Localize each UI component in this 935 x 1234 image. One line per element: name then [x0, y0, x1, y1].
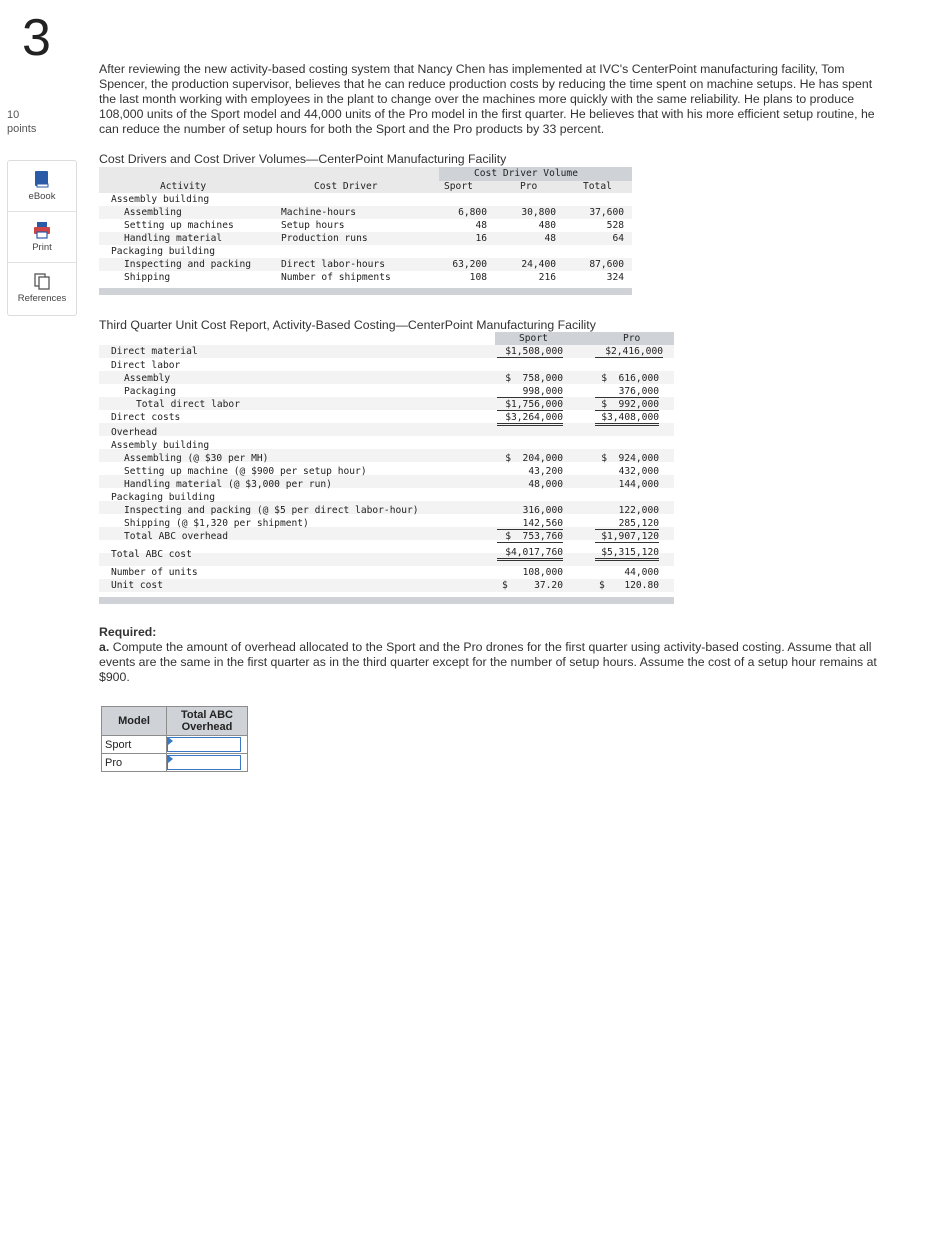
sport-total-direct-labor: $1,756,000: [497, 399, 563, 411]
sport-shipping: 142,560: [497, 518, 563, 530]
pro-total-direct-labor: $ 992,000: [595, 399, 659, 411]
label-number-of-units: Number of units: [111, 567, 198, 578]
row-pro: 30,800: [521, 207, 556, 218]
row-total: 324: [606, 272, 624, 283]
label-overhead: Overhead: [111, 427, 158, 438]
col-pro-header: Pro: [623, 333, 641, 344]
section-packaging: Packaging building: [111, 246, 215, 257]
input-marker-icon: [168, 755, 173, 763]
sport-assembly: $ 758,000: [505, 373, 563, 384]
pro-shipping: 285,120: [595, 518, 659, 530]
label-total-direct-labor: Total direct labor: [136, 399, 240, 410]
sport-assembling: $ 204,000: [505, 453, 563, 464]
label-handling: Handling material (@ $3,000 per run): [124, 479, 332, 490]
required-text: Compute the amount of overhead allocated to the Sport and the Pro drones for the first quarter using activity-based costing. Assume that all events are the same in the first quarter as in the third quarter except for the number of setup hours. Assume the cost of a setup hour remains at $900.: [99, 640, 877, 684]
label-total-abc-cost: Total ABC cost: [111, 549, 192, 560]
table2-title: Third Quarter Unit Cost Report, Activity-Based Costing—CenterPoint Manufacturing Facility: [99, 318, 596, 332]
references-icon: [33, 272, 51, 290]
input-marker-icon: [168, 737, 173, 745]
row-total: 37,600: [589, 207, 624, 218]
model-cell: Pro: [102, 754, 167, 772]
pro-handling: 144,000: [618, 479, 659, 490]
header-driver: Cost Driver: [314, 181, 378, 192]
row-sport: 6,800: [458, 207, 487, 218]
cost-driver-table: [99, 167, 632, 295]
row-sport: 16: [475, 233, 487, 244]
sport-unit-cost-sign: $: [502, 580, 508, 591]
row-pro: 216: [538, 272, 556, 283]
header-total: Total: [583, 181, 612, 192]
pro-setting-up: 432,000: [618, 466, 659, 477]
overhead-cell: [167, 736, 248, 754]
header-pro: Pro: [520, 181, 538, 192]
label-setting-up: Setting up machine (@ $900 per setup hour): [124, 466, 367, 477]
row-driver: Number of shipments: [281, 272, 391, 283]
label-packaging-building: Packaging building: [111, 492, 215, 503]
row-activity: Shipping: [124, 272, 171, 283]
sidebar-item-label: eBook: [28, 191, 56, 202]
sport-setting-up: 43,200: [528, 466, 563, 477]
sport-direct-material: $1,508,000: [497, 346, 563, 358]
points-text: points: [7, 123, 37, 135]
header-activity: Activity: [160, 181, 207, 192]
row-sport: 63,200: [452, 259, 487, 270]
sport-packaging: 998,000: [497, 386, 563, 398]
sport-total-abc-overhead: $ 753,760: [497, 531, 563, 543]
row-total: 64: [612, 233, 624, 244]
row-driver: Machine-hours: [281, 207, 357, 218]
row-driver: Setup hours: [281, 220, 345, 231]
label-direct-material: Direct material: [111, 346, 198, 357]
sport-number-of-units: 108,000: [522, 567, 563, 578]
row-driver: Production runs: [281, 233, 368, 244]
points-value: 10: [7, 109, 20, 121]
row-driver: Direct labor-hours: [281, 259, 385, 270]
pro-direct-costs: $3,408,000: [595, 412, 659, 426]
pro-unit-cost-sign: $: [599, 580, 605, 591]
sidebar-item-print[interactable]: [8, 212, 76, 263]
sport-total-abc-cost: $4,017,760: [497, 547, 563, 561]
row-sport: 48: [475, 220, 487, 231]
label-packaging: Packaging: [124, 386, 176, 397]
pro-number-of-units: 44,000: [624, 567, 659, 578]
sport-unit-cost: 37.20: [534, 580, 563, 591]
row-pro: 24,400: [521, 259, 556, 270]
pro-unit-cost: 120.80: [624, 580, 659, 591]
problem-intro: After reviewing the new activity-based costing system that Nancy Chen has implemented at IVC's CenterPoint manufacturing facility, Tom Spencer, the production supervisor, believes that he can reduce production costs by reducing the time spent on machine setups. He has spent the last month working with employees in the plant to change over the machines more quickly with the same reliability. He plans to produce 108,000 units of the Sport model and 44,000 units of the Pro model in the first quarter. He believes that with his more efficient setup routine, he can reduce the number of setup hours for both the Sport and the Pro products by 33 percent.: [99, 62, 875, 136]
row-total: 87,600: [589, 259, 624, 270]
col-sport-header: Sport: [519, 333, 548, 344]
row-total: 528: [606, 220, 624, 231]
sport-direct-costs: $3,264,000: [497, 412, 563, 426]
section-assembly: Assembly building: [111, 194, 210, 205]
label-direct-labor: Direct labor: [111, 360, 181, 371]
question-number: 3: [22, 9, 51, 67]
required-heading: Required:: [99, 625, 157, 639]
pro-overhead-input[interactable]: [167, 755, 241, 770]
col-model-header: Model: [102, 707, 167, 736]
header-sport: Sport: [444, 181, 473, 192]
pro-total-abc-cost: $5,315,120: [595, 547, 659, 561]
label-inspecting: Inspecting and packing (@ $5 per direct labor-hour): [124, 505, 419, 516]
table1-title: Cost Drivers and Cost Driver Volumes—CenterPoint Manufacturing Facility: [99, 152, 507, 166]
label-direct-costs: Direct costs: [111, 412, 181, 423]
sport-inspecting: 316,000: [522, 505, 563, 516]
pro-inspecting: 122,000: [618, 505, 659, 516]
answer-row-sport: [102, 736, 248, 754]
row-activity: Setting up machines: [124, 220, 234, 231]
row-activity: Handling material: [124, 233, 223, 244]
unit-cost-report-table: [99, 332, 674, 604]
book-icon: [34, 170, 50, 188]
part-label: a.: [99, 640, 110, 654]
sport-overhead-input[interactable]: [167, 737, 241, 752]
points-label: [7, 108, 67, 136]
label-assembling: Assembling (@ $30 per MH): [124, 453, 269, 464]
sport-handling: 48,000: [528, 479, 563, 490]
pro-total-abc-overhead: $1,907,120: [595, 531, 659, 543]
sidebar: [7, 160, 77, 316]
label-total-abc-overhead: Total ABC overhead: [124, 531, 228, 542]
sidebar-item-label: Print: [32, 242, 52, 253]
pro-packaging: 376,000: [595, 386, 659, 398]
overhead-cell: [167, 754, 248, 772]
sidebar-item-label: References: [17, 293, 67, 304]
sidebar-item-ebook[interactable]: [8, 161, 76, 212]
sidebar-item-references[interactable]: [8, 263, 76, 315]
pro-direct-material: $2,416,000: [595, 346, 663, 358]
label-unit-cost: Unit cost: [111, 580, 163, 591]
label-assembly: Assembly: [124, 373, 171, 384]
answer-row-pro: [102, 754, 248, 772]
required-section: [99, 625, 899, 685]
group-header: Cost Driver Volume: [474, 168, 578, 179]
row-pro: 48: [544, 233, 556, 244]
row-sport: 108: [469, 272, 487, 283]
printer-icon: [33, 221, 51, 239]
row-activity: Assembling: [124, 207, 182, 218]
answer-table: [101, 706, 248, 772]
label-assembly-building: Assembly building: [111, 440, 210, 451]
col-overhead-header: Total ABC Overhead: [167, 707, 248, 736]
label-shipping: Shipping (@ $1,320 per shipment): [124, 518, 309, 529]
row-activity: Inspecting and packing: [124, 259, 252, 270]
pro-assembling: $ 924,000: [601, 453, 659, 464]
model-cell: Sport: [102, 736, 167, 754]
pro-assembly: $ 616,000: [601, 373, 659, 384]
row-pro: 480: [538, 220, 556, 231]
